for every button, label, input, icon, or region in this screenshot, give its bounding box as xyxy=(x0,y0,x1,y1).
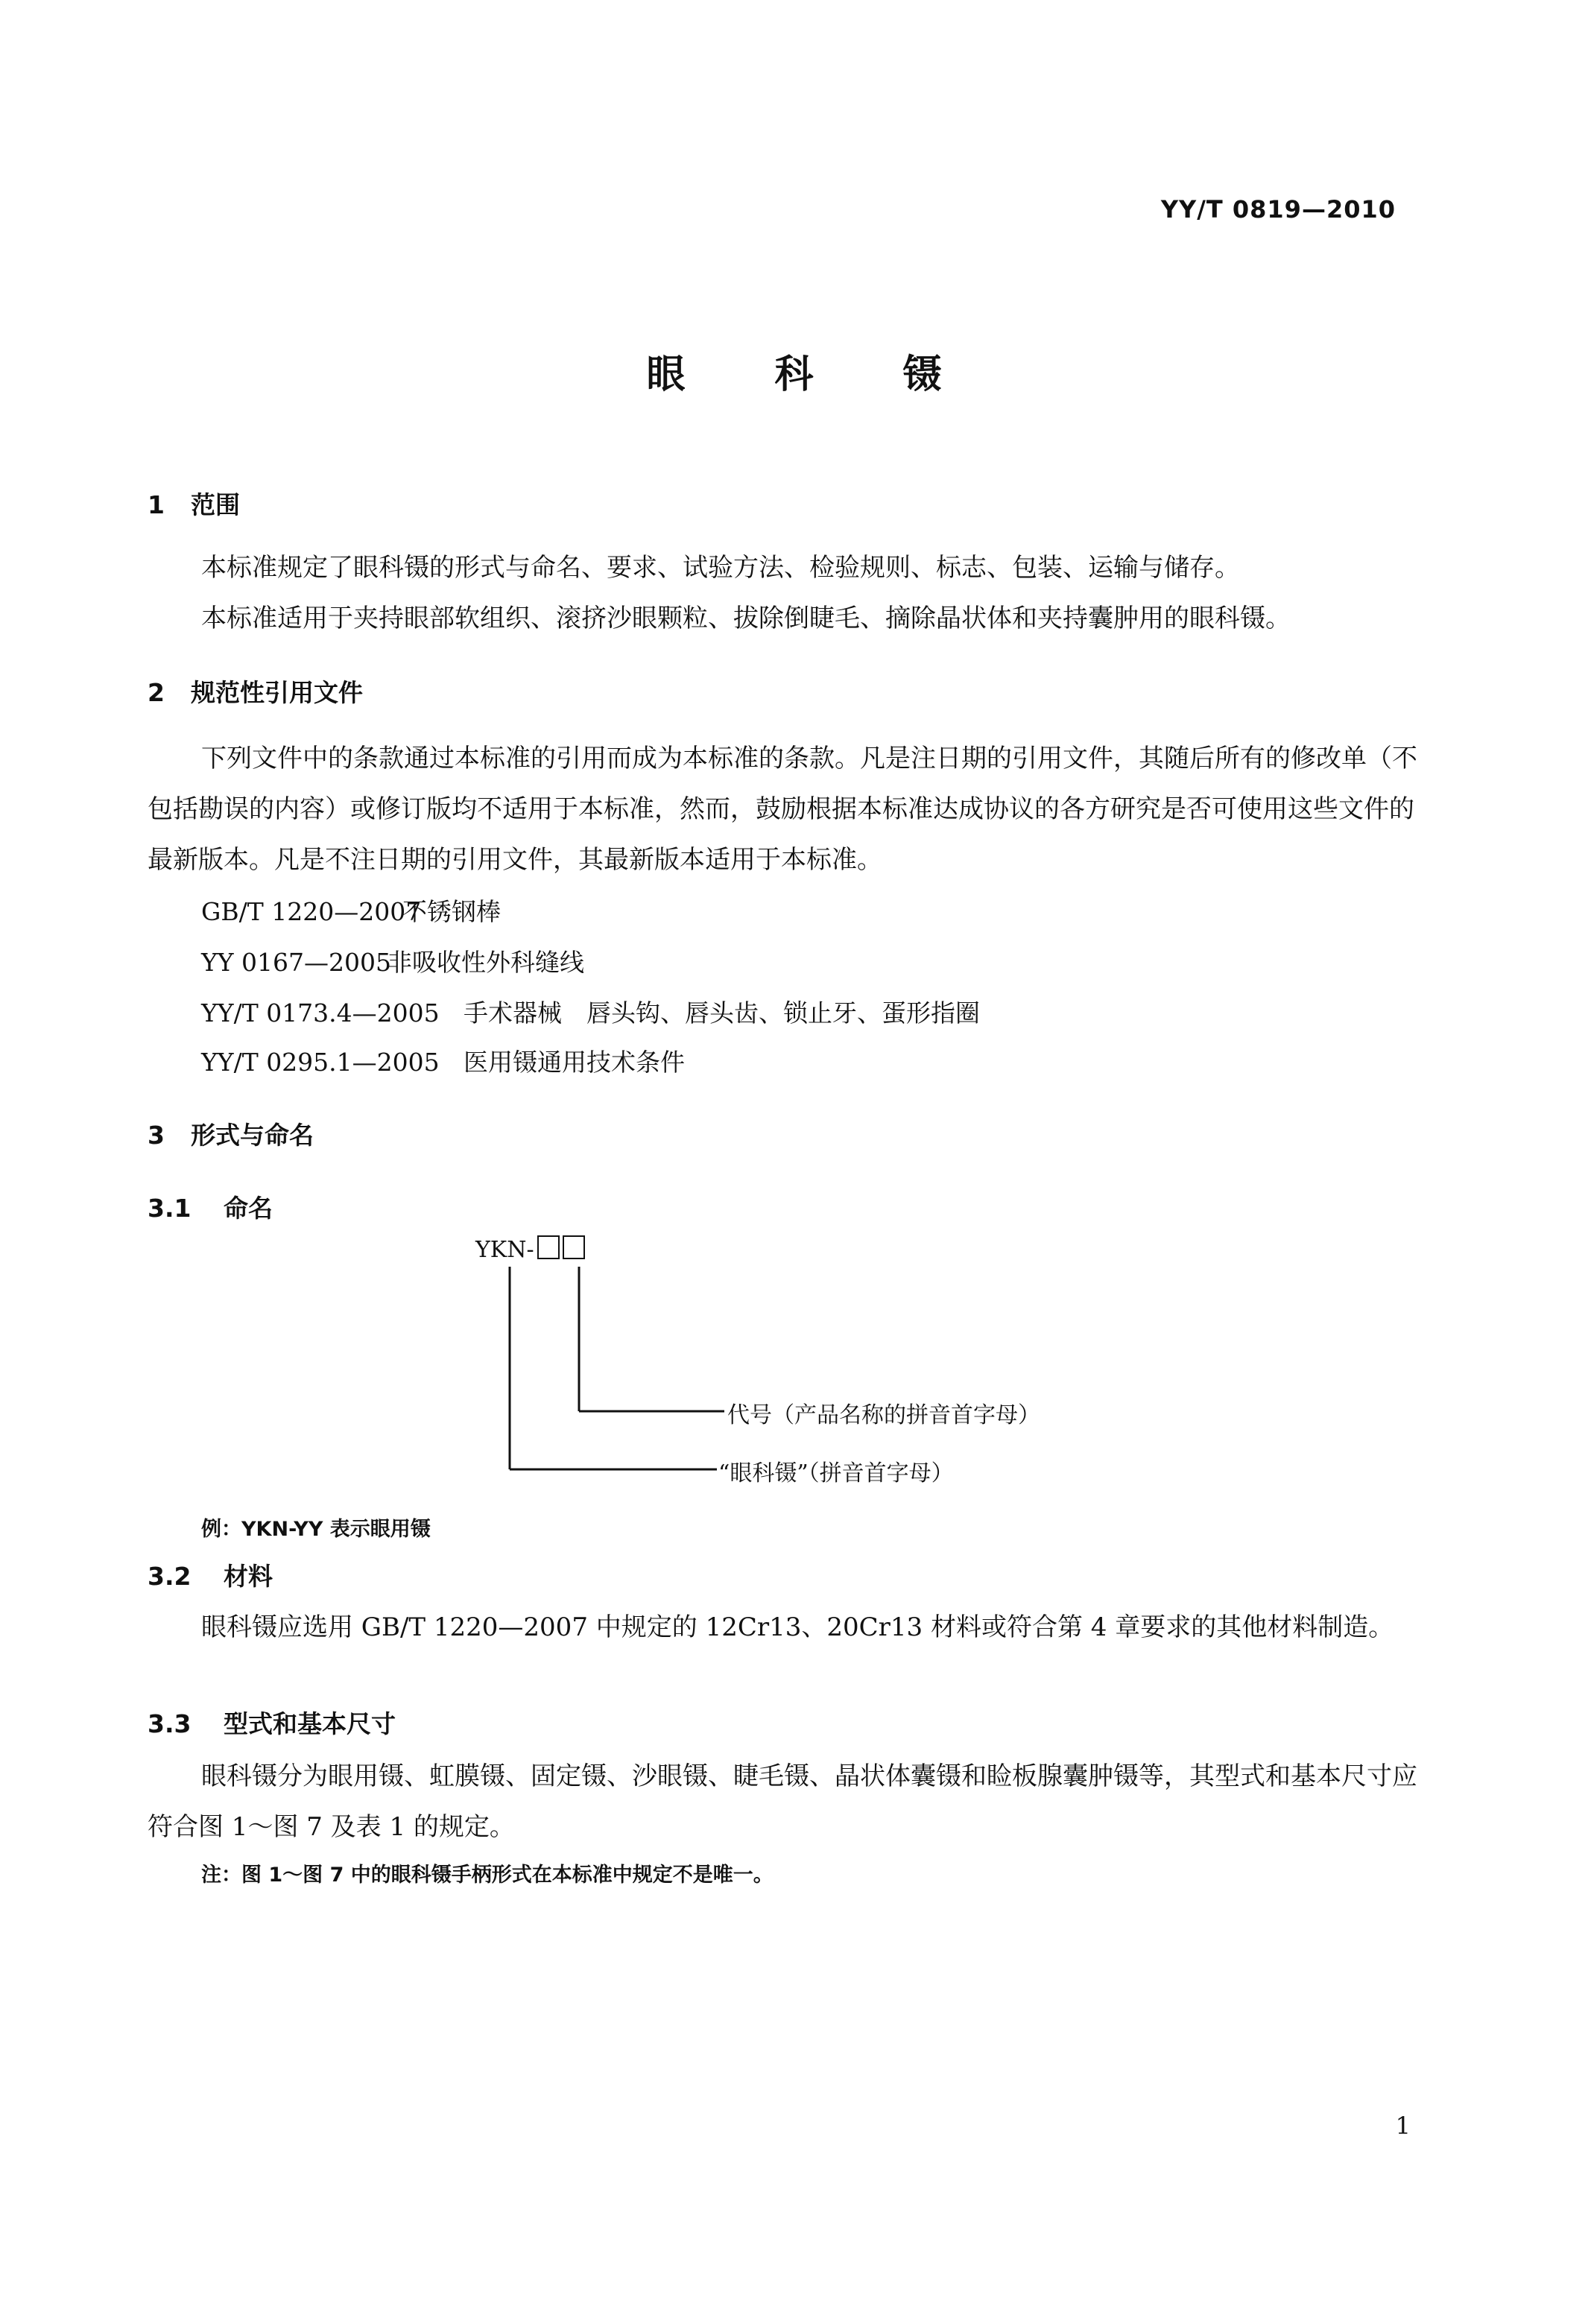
section-3-3-note: 注：图 1～图 7 中的眼科镊手柄形式在本标准中规定不是唯一。 xyxy=(201,1864,774,1887)
section-title: 型式和基本尺寸 xyxy=(224,1709,396,1738)
standard-number: YY/T 0819—2010 xyxy=(1160,195,1396,224)
section-title: 规范性引用文件 xyxy=(191,678,363,707)
section-number: 3.1 xyxy=(148,1194,192,1223)
reference-title: 医用镊通用技术条件 xyxy=(464,1048,685,1077)
section-number: 3 xyxy=(148,1121,165,1150)
reference-title: 不锈钢棒 xyxy=(402,897,501,926)
code-prefix: YKN- xyxy=(475,1237,534,1263)
reference-code: GB/T 1220—2007 xyxy=(201,897,422,926)
section-title: 命名 xyxy=(224,1194,273,1223)
page-title: 眼科镊 xyxy=(646,352,1031,397)
reference-title: 手术器械 唇头钩、唇头齿、锁止牙、蛋形指圈 xyxy=(464,998,980,1028)
section-3-2-heading xyxy=(148,1557,273,1592)
naming-example: 例：YKN-YY 表示眼用镊 xyxy=(201,1518,431,1541)
page-number: 1 xyxy=(1395,2112,1411,2140)
section-2-intro: 下列文件中的条款通过本标准的引用而成为本标准的条款。凡是注日期的引用文件，其随后所有的修改单（不包括勘误的内容）或修订版均不适用于本标准，然而，鼓励根据本标准达成协议的各方研究是否可使用这些文件的最新版本。凡是不注日期的引用文件，其最新版本适用于本标准。 xyxy=(148,744,1417,875)
section-1-para-1: 本标准规定了眼科镊的形式与命名、要求、试验方法、检验规则、标志、包装、运输与储存。 xyxy=(201,553,1240,583)
reference-code: YY 0167—2005 xyxy=(201,948,392,977)
section-number: 3.3 xyxy=(148,1709,192,1738)
section-title: 形式与命名 xyxy=(191,1121,314,1150)
section-number: 3.2 xyxy=(148,1562,192,1591)
section-title: 范围 xyxy=(191,490,240,519)
section-number: 2 xyxy=(148,678,165,707)
ykn-label: “眼科镊”（拼音首字母） xyxy=(718,1460,954,1486)
section-3-3-heading xyxy=(148,1705,396,1740)
section-title: 材料 xyxy=(224,1562,273,1591)
section-3-3-para: 眼科镊分为眼用镊、虹膜镊、固定镊、沙眼镊、睫毛镊、晶状体囊镊和睑板腺囊肿镊等，其型式和基本尺寸应符合图 1～图 7 及表 1 的规定。 xyxy=(148,1761,1417,1842)
reference-code: YY/T 0173.4—2005 xyxy=(201,998,440,1028)
reference-code: YY/T 0295.1—2005 xyxy=(201,1048,440,1077)
reference-title: 非吸收性外科缝线 xyxy=(387,948,584,977)
section-3-2-para: 眼科镊应选用 GB/T 1220—2007 中规定的 12Cr13、20Cr13 材料或符合第 4 章要求的其他材料制造。 xyxy=(201,1612,1394,1642)
code-label: 代号（产品名称的拼音首字母） xyxy=(727,1402,1040,1428)
section-1-para-2: 本标准适用于夹持眼部软组织、滚挤沙眼颗粒、拔除倒睫毛、摘除晶状体和夹持囊肿用的眼科镊。 xyxy=(201,604,1291,633)
section-number: 1 xyxy=(148,490,165,519)
